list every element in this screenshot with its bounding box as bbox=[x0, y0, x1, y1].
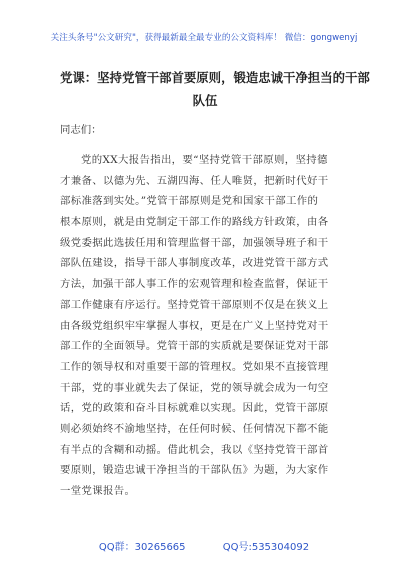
body-line: 有半点的含糊和动摇。借此机会，我以《坚持党管干部首 bbox=[60, 443, 329, 456]
body-line: 部标准落到实处。”党管干部原则是党和国家干部工作的 bbox=[60, 195, 319, 208]
footer-qq-number: QQ号:535304092 bbox=[222, 542, 310, 553]
body-paragraph bbox=[60, 150, 350, 502]
body-line: 由各级党组织牢牢掌握人事权，更是在广义上坚持党对干 bbox=[60, 319, 329, 332]
footer-contact bbox=[0, 538, 408, 553]
body-line: 干部，党的事业就失去了保证，党的领导就会成为一句空 bbox=[60, 381, 329, 394]
body-line: 党的XX大报告指出，要“坚持党管干部原则，坚持德 bbox=[81, 154, 328, 166]
header-promo-note: 关注头条号"公文研究"，获得最新最全最专业的公文资料库！ 微信：gongwenyj bbox=[50, 33, 358, 43]
body-line: 话，党的政策和奋斗目标就难以实现。因此，党管干部原 bbox=[60, 402, 329, 415]
footer-qq-group: QQ群：30265665 bbox=[98, 542, 186, 553]
body-line: 部队伍建设，指导干部人事制度改革，改进党管干部方式 bbox=[60, 257, 329, 270]
document-title bbox=[60, 66, 370, 112]
title-line: 队伍 bbox=[192, 93, 218, 108]
body-line: 方法，加强干部人事工作的宏观管理和检查监督，保证干 bbox=[60, 278, 329, 291]
body-line: 一堂党课报告。 bbox=[60, 485, 136, 497]
body-line: 要原则，锻造忠诚干净担当的干部队伍》为题，为大家作 bbox=[60, 464, 329, 477]
body-line: 部工作健康有序运行。坚持党管干部原则不仅是在狭义上 bbox=[60, 298, 329, 311]
body-line: 部工作的全面领导。党管干部的实质就是要保证党对干部 bbox=[60, 340, 329, 353]
body-line: 工作的领导权和对重要干部的管理权。党如果不直接管理 bbox=[60, 360, 329, 373]
body-line: 级党委据此选拔任用和管理监督干部，加强领导班子和干 bbox=[60, 236, 329, 249]
body-line: 根本原则，就是由党制定干部工作的路线方针政策，由各 bbox=[60, 216, 329, 229]
greeting: 同志们： bbox=[60, 124, 102, 136]
body-line: 才兼备、以德为先、五湖四海、任人唯贤，把新时代好干 bbox=[60, 174, 329, 187]
title-line: 党课：坚持党管干部首要原则，锻造忠诚干净担当的干部 bbox=[60, 70, 370, 85]
body-line: 则必须始终不渝地坚持，在任何时候、任何情况下都不能 bbox=[60, 422, 329, 435]
